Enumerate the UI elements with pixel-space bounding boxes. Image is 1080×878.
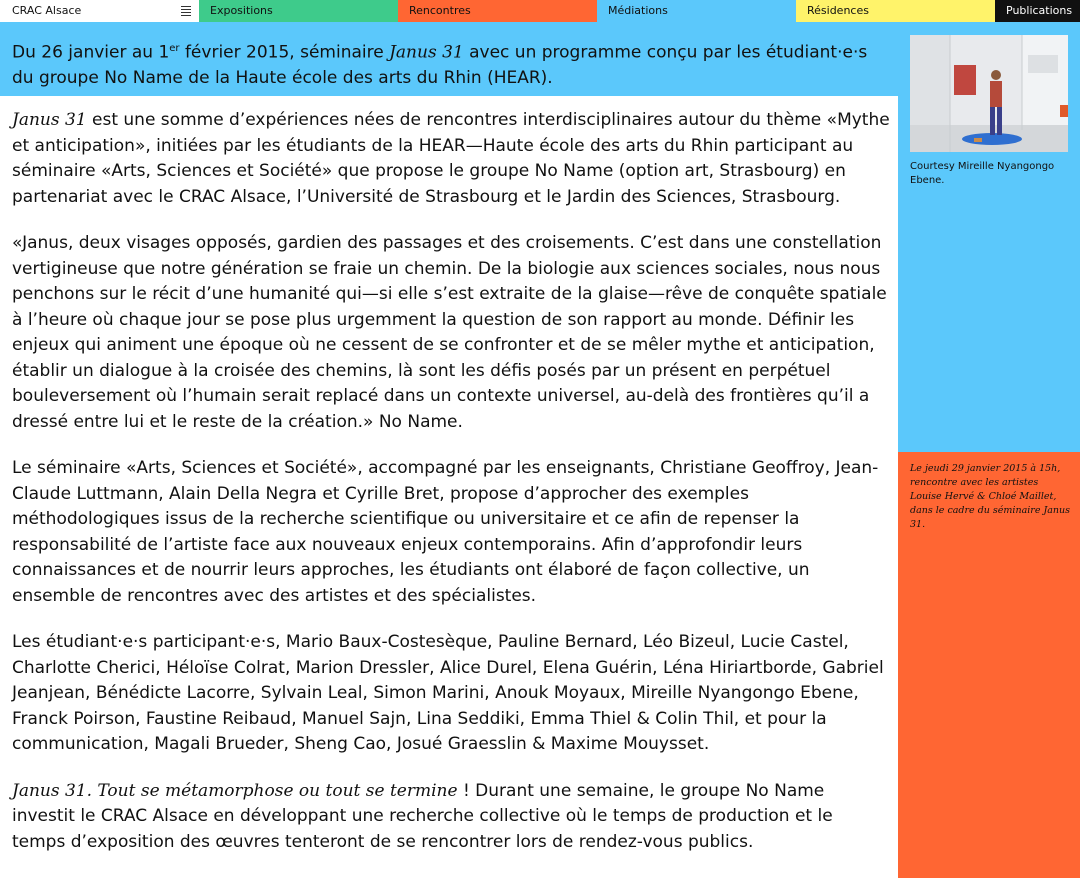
p5-text: ! Durant une semaine, le groupe No Name investit le CRAC Alsace en développant une recherche collective où le temps de production et le temps d’exposition des œuvres tenteront de se rencontrer lors de rendez-vous publics. bbox=[12, 780, 833, 852]
paragraph-3: Le séminaire «Arts, Sciences et Société», accompagné par les enseignants, Christiane Geoffroy, Jean-Claude Luttmann, Alain Della Negra et Cyrille Bret, propose d’approcher des exemples méthodologiques issus de la recherche scientifique ou universitaire et ce afin de repenser la responsabilité de l’artiste face aux nouveaux enjeux contemporains. Afin d’approfondir leurs connaissances et de nourrir leurs approches, les étudiants ont élaboré de façon collective, un ensemble de rencontres avec des artistes et des spécialistes. bbox=[12, 458, 879, 606]
p1-title: Janus 31 bbox=[12, 110, 87, 130]
intro-date-start: Du 26 janvier au 1 bbox=[12, 42, 170, 63]
brand-label[interactable]: CRAC Alsace bbox=[12, 4, 82, 17]
paragraph-2: «Janus, deux visages opposés, gardien des passages et des croisements. C’est dans une constellation vertigineuse que notre génération se fraie un chemin. De la biologie aux sciences sociales, nous nous penchons sur le récit d’une humanité qui—si elle s’est extraite de la glaise—rêve de conquête spatiale à l’heure où chaque jour se pose plus urgemment la question de son rapport au monde. Définir les enjeux qui animent une époque où ne cessent de se confronter et de se mêler mythe et anticipation, établir un dialogue à la croisée des chemins, là sont les défis posés par un présent en perpétuel bouleversement où l’humain serait replacé dans un contexte universel, au-delà des frontières qu’il a dressé entre lui et le reste de la création.» No Name. bbox=[12, 233, 887, 432]
tab-publications[interactable]: Publications bbox=[995, 0, 1080, 22]
intro-rest: avec un programme conçu par les étudiant·e·s du groupe No Name de la Haute école des arts du Rhin (HEAR). bbox=[12, 42, 868, 88]
intro-title: Janus 31 bbox=[389, 42, 464, 63]
hamburger-menu-icon[interactable] bbox=[181, 6, 191, 16]
photo-caption: Courtesy Mireille Nyangongo Ebene. bbox=[910, 161, 1055, 186]
photo-illustration bbox=[910, 35, 1068, 152]
intro-date-sup: er bbox=[169, 43, 180, 54]
site-brand[interactable] bbox=[0, 0, 199, 22]
tab-residences[interactable]: Résidences bbox=[796, 0, 995, 22]
paragraph-4: Les étudiant·e·s participant·e·s, Mario Baux-Costesèque, Pauline Bernard, Léo Bizeul, Lucie Castel, Charlotte Cherici, Héloïse Colrat, Marion Dressler, Alice Durel, Elena Guérin, Léna Hiriartborde, Gabriel Jeanjean, Bénédicte Lacorre, Sylvain Leal, Simon Marini, Anouk Moyaux, Mireille Nyangongo Ebene, Franck Poirson, Faustine Reibaud, Manuel Sajn, Lina Seddiki, Emma Thiel & Colin Thil, et pour la communication, Magali Brueder, Sheng Cao, Josué Graesslin & Maxime Mouysset. bbox=[12, 632, 884, 754]
intro-banner bbox=[0, 22, 898, 96]
event-note: Le jeudi 29 janvier 2015 à 15h, rencontre avec les artistes Louise Hervé & Chloé Maillet, dans le cadre du séminaire Janus 31. bbox=[910, 463, 1071, 530]
paragraph-1 bbox=[12, 108, 890, 210]
intro-date-end: février 2015, séminaire bbox=[179, 42, 390, 63]
paragraph-5 bbox=[12, 779, 890, 856]
main-article bbox=[12, 108, 890, 876]
p1-text: est une somme d’expériences nées de rencontres interdisciplinaires autour du thème «Mythe et anticipation», initiées par les étudiants de la HEAR—Haute école des arts du Rhin participant au séminaire «Arts, Sciences et Société» que propose le groupe No Name (option art, Strasbourg) en partenariat avec le CRAC Alsace, l’Université de Strasbourg et le Jardin des Sciences, Strasbourg. bbox=[12, 110, 890, 207]
p5-title: Janus 31. Tout se métamorphose ou tout se termine bbox=[12, 780, 458, 801]
top-navigation bbox=[0, 0, 1080, 22]
tab-rencontres[interactable]: Rencontres bbox=[398, 0, 597, 22]
tab-mediations[interactable]: Médiations bbox=[597, 0, 796, 22]
tab-expositions[interactable]: Expositions bbox=[199, 0, 398, 22]
performance-photo[interactable] bbox=[910, 35, 1068, 152]
